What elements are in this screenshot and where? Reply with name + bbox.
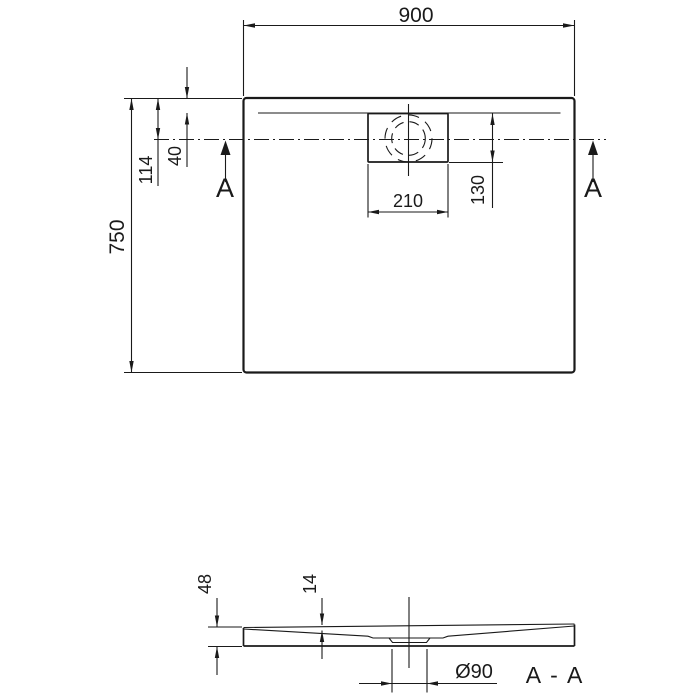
arrowhead bbox=[129, 361, 133, 373]
dimension-40 bbox=[165, 67, 189, 167]
dim-750-label: 750 bbox=[106, 219, 129, 255]
dim-48-label: 48 bbox=[195, 573, 215, 595]
plan-view bbox=[106, 4, 606, 373]
section-title: A - A bbox=[525, 662, 585, 688]
arrowhead bbox=[129, 99, 133, 111]
dim-130-label: 130 bbox=[468, 174, 488, 206]
arrowhead bbox=[215, 616, 219, 628]
dim-900-label: 900 bbox=[398, 4, 434, 27]
arrowhead bbox=[215, 647, 219, 659]
arrowhead bbox=[381, 681, 392, 685]
arrowhead bbox=[156, 99, 160, 111]
profile-slope-right bbox=[448, 626, 575, 636]
dim-diameter-label: Ø90 bbox=[455, 661, 493, 683]
dim-40-label: 40 bbox=[165, 145, 185, 167]
arrowhead bbox=[490, 114, 494, 126]
dimension-130 bbox=[449, 114, 503, 209]
cut-arrow-up-icon bbox=[221, 141, 231, 156]
arrowhead bbox=[320, 631, 324, 643]
dimension-waste-diameter bbox=[359, 649, 497, 693]
dim-210-label: 210 bbox=[392, 191, 424, 211]
dimension-48 bbox=[195, 574, 242, 675]
arrowhead bbox=[156, 128, 160, 140]
dimension-114 bbox=[136, 99, 160, 187]
arrowhead bbox=[427, 681, 438, 685]
cut-marker-right bbox=[584, 141, 602, 204]
cut-label-right: A bbox=[583, 173, 603, 203]
arrowhead bbox=[490, 151, 494, 163]
arrowhead bbox=[244, 23, 256, 27]
arrowhead bbox=[437, 210, 448, 214]
arrowhead bbox=[185, 113, 189, 125]
arrowhead bbox=[185, 87, 189, 99]
arrowhead bbox=[320, 614, 324, 626]
arrowhead bbox=[563, 23, 575, 27]
cut-label-left: A bbox=[215, 173, 235, 203]
arrowhead bbox=[368, 210, 379, 214]
section-view bbox=[195, 574, 584, 693]
dim-14-label: 14 bbox=[300, 573, 320, 595]
cut-arrow-up-icon bbox=[588, 141, 598, 156]
dim-114-label: 114 bbox=[136, 155, 156, 185]
profile-recess-line bbox=[368, 636, 448, 638]
profile-slope-left bbox=[244, 629, 369, 636]
dimension-900 bbox=[244, 4, 575, 96]
cut-marker-left bbox=[216, 141, 234, 204]
